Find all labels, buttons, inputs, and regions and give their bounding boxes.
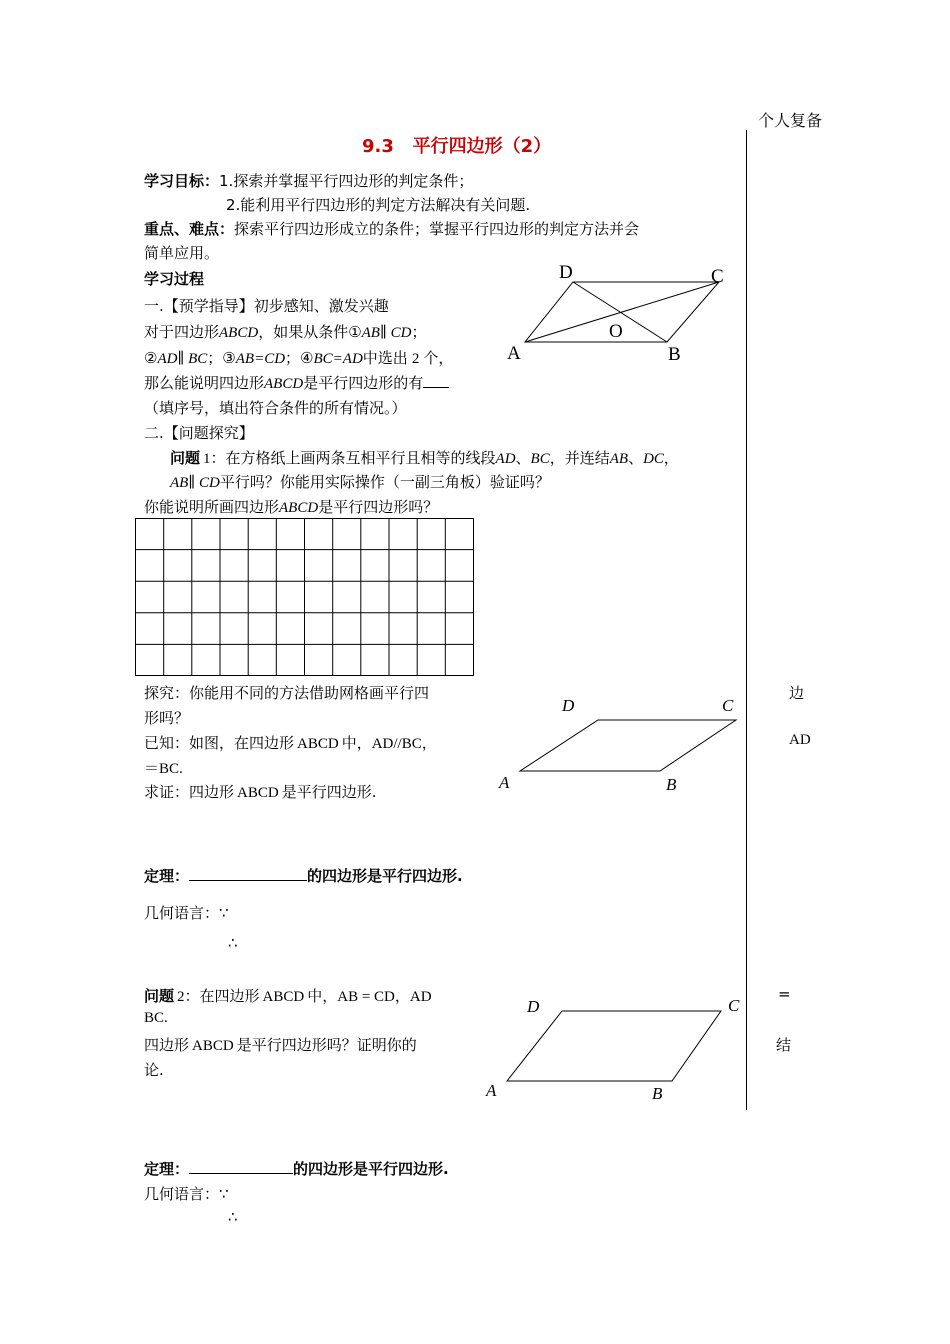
explore-overflow-2: AD xyxy=(789,732,811,748)
text: 平行吗？你能用实际操作（一副三角板）验证吗？ xyxy=(219,473,550,491)
theorem-2 xyxy=(144,1158,449,1179)
answer-blank[interactable] xyxy=(423,373,449,388)
text: 是平行四边形. xyxy=(281,783,377,801)
figure-3-parallelogram xyxy=(483,992,748,1107)
side-label: 个人复备 xyxy=(758,111,823,130)
figure-3-label-a: A xyxy=(486,1081,497,1100)
text: 中， xyxy=(307,987,338,1005)
figure-2-label-d: D xyxy=(562,696,575,715)
question-1-line-1 xyxy=(170,447,679,468)
text: 中， xyxy=(341,734,372,752)
problem-2-overflow-2: 结 xyxy=(776,1036,792,1054)
figure-2-label-a: A xyxy=(499,773,510,792)
theorem-1 xyxy=(144,865,463,886)
text: ； xyxy=(411,323,427,341)
problem-2-overflow-1: = xyxy=(778,985,791,1003)
key-points-label: 重点、难点： xyxy=(144,220,235,238)
figure-2-outline xyxy=(520,720,736,771)
question-1-line-2 xyxy=(170,471,550,492)
math: DC xyxy=(643,451,664,467)
math: AB=CD xyxy=(235,351,286,367)
text: ② xyxy=(144,349,158,367)
number: 2 xyxy=(411,351,420,367)
grid-paper[interactable] xyxy=(135,518,475,678)
text: 个， xyxy=(423,349,454,367)
because-symbol: ∵ xyxy=(219,904,229,922)
text: 是平行四边形的有 xyxy=(303,374,424,392)
theorem-2-label: 定理： xyxy=(144,1160,190,1178)
explore-overflow-1: 边 xyxy=(789,684,805,702)
section1-line-2 xyxy=(144,347,453,368)
text: 、 xyxy=(515,449,531,467)
page-title: 9.3 平行四边形（2） xyxy=(362,136,552,157)
text: 那么能说明四边形 xyxy=(144,374,265,392)
theorem-1-therefore: ∴ xyxy=(228,934,238,952)
key-points-line-2: 简单应用。 xyxy=(144,244,220,262)
text: 求证：四边形 xyxy=(144,783,235,801)
problem-2-line-2: BC. xyxy=(144,1010,168,1026)
figure-3-label-c: C xyxy=(728,996,740,1015)
math: ABCD xyxy=(297,736,339,752)
section1-line-1 xyxy=(144,321,427,342)
figure-1-label-o: O xyxy=(609,321,623,342)
theorem-2-suffix: 的四边形是平行四边形. xyxy=(293,1160,449,1178)
math: AD xyxy=(409,989,432,1005)
explore-line-1: 探究：你能用不同的方法借助网格画平行四 xyxy=(144,684,430,702)
question-1-label: 问题 xyxy=(170,449,201,467)
math: AD xyxy=(495,451,516,467)
text: 对于四边形 xyxy=(144,323,220,341)
goal-item-2: 2.能利用平行四边形的判定方法解决有关问题. xyxy=(226,196,531,214)
explore-known-2: ＝BC. xyxy=(144,761,183,777)
math: BC=AD xyxy=(313,351,363,367)
goal-item-1: 1.探索并掌握平行四边形的判定条件； xyxy=(219,172,474,190)
problem-2-line-4: 论. xyxy=(144,1061,164,1079)
figure-3-outline xyxy=(507,1011,721,1081)
figure-2-label-c: C xyxy=(722,696,734,715)
section1-line-4: （填序号，填出符合条件的所有情况。） xyxy=(144,399,407,417)
math: AD//BC xyxy=(371,736,422,752)
text: ：在四边形 xyxy=(184,987,260,1005)
text: ， xyxy=(394,987,410,1005)
geo-label: 几何语言： xyxy=(144,1185,220,1203)
figure-1-label-b: B xyxy=(668,344,681,365)
math: AB xyxy=(609,451,629,467)
figure-3-label-b: B xyxy=(652,1084,663,1103)
figure-1-label-a: A xyxy=(507,343,521,364)
text: 、 xyxy=(628,449,644,467)
number: 2 xyxy=(177,989,185,1005)
process-heading: 学习过程 xyxy=(144,270,205,288)
text: ：在方格纸上画两条互相平行且相等的线段 xyxy=(210,449,496,467)
section1-heading: 一.【预学指导】初步感知、激发兴趣 xyxy=(144,297,389,315)
math: AD∥ BC xyxy=(157,351,208,367)
problem-2-line-3 xyxy=(144,1034,417,1055)
math: ABCD xyxy=(264,376,304,392)
theorem-1-geo xyxy=(144,902,229,923)
math: AB∥ CD xyxy=(361,325,412,341)
text: 你能说明所画四边形 xyxy=(144,498,280,516)
explore-line-2: 形吗？ xyxy=(144,709,190,727)
math: ABCD xyxy=(237,785,279,801)
goals-line-1 xyxy=(144,170,473,191)
goals-label: 学习目标： xyxy=(144,172,220,190)
problem-2-line-1 xyxy=(144,985,432,1006)
figure-2-parallelogram xyxy=(495,690,745,800)
text: ；④ xyxy=(285,349,314,367)
theorem-2-therefore: ∴ xyxy=(228,1208,238,1226)
figure-1-parallelogram xyxy=(505,258,740,368)
explore-known xyxy=(144,732,437,753)
text: 是平行四边形吗？ xyxy=(318,498,439,516)
text: 已知：如图，在四边形 xyxy=(144,734,295,752)
math: ABCD xyxy=(262,989,305,1005)
math: ABCD xyxy=(219,325,259,341)
math: BC xyxy=(530,451,550,467)
math: ABCD xyxy=(279,500,319,516)
text: ，并连结 xyxy=(549,449,610,467)
text: 中选出 xyxy=(362,349,408,367)
key-points-text: 探索平行四边形成立的条件；掌握平行四边形的判定方法并会 xyxy=(234,220,640,238)
figure-3-label-d: D xyxy=(527,997,540,1016)
figure-2-label-b: B xyxy=(666,775,677,794)
text: ， xyxy=(663,449,679,467)
theorem-1-label: 定理： xyxy=(144,867,190,885)
theorem-1-suffix: 的四边形是平行四边形. xyxy=(307,867,463,885)
figure-1-label-c: C xyxy=(711,266,724,287)
theorem-2-geo xyxy=(144,1183,229,1204)
key-points-line-1 xyxy=(144,218,639,239)
math: AB∥ CD xyxy=(170,475,220,491)
text: ，如果从条件① xyxy=(258,323,362,341)
problem-2-label: 问题 xyxy=(144,987,175,1005)
text: ， xyxy=(421,734,437,752)
explore-prove xyxy=(144,781,376,802)
geo-label: 几何语言： xyxy=(144,904,220,922)
text: 是平行四边形吗？证明你的 xyxy=(236,1036,417,1054)
because-symbol: ∵ xyxy=(219,1185,229,1203)
theorem-1-blank[interactable] xyxy=(189,866,307,881)
number: 1 xyxy=(203,451,211,467)
figure-1-label-d: D xyxy=(559,262,573,283)
text: ；③ xyxy=(207,349,236,367)
text: 四边形 xyxy=(144,1036,190,1054)
question-1-line-3 xyxy=(144,496,438,517)
section1-line-3 xyxy=(144,372,449,393)
theorem-2-blank[interactable] xyxy=(189,1159,293,1174)
math: AB = CD xyxy=(337,989,395,1005)
column-divider xyxy=(746,130,747,1110)
math: ABCD xyxy=(192,1038,234,1054)
section2-heading: 二.【问题探究】 xyxy=(144,424,254,442)
